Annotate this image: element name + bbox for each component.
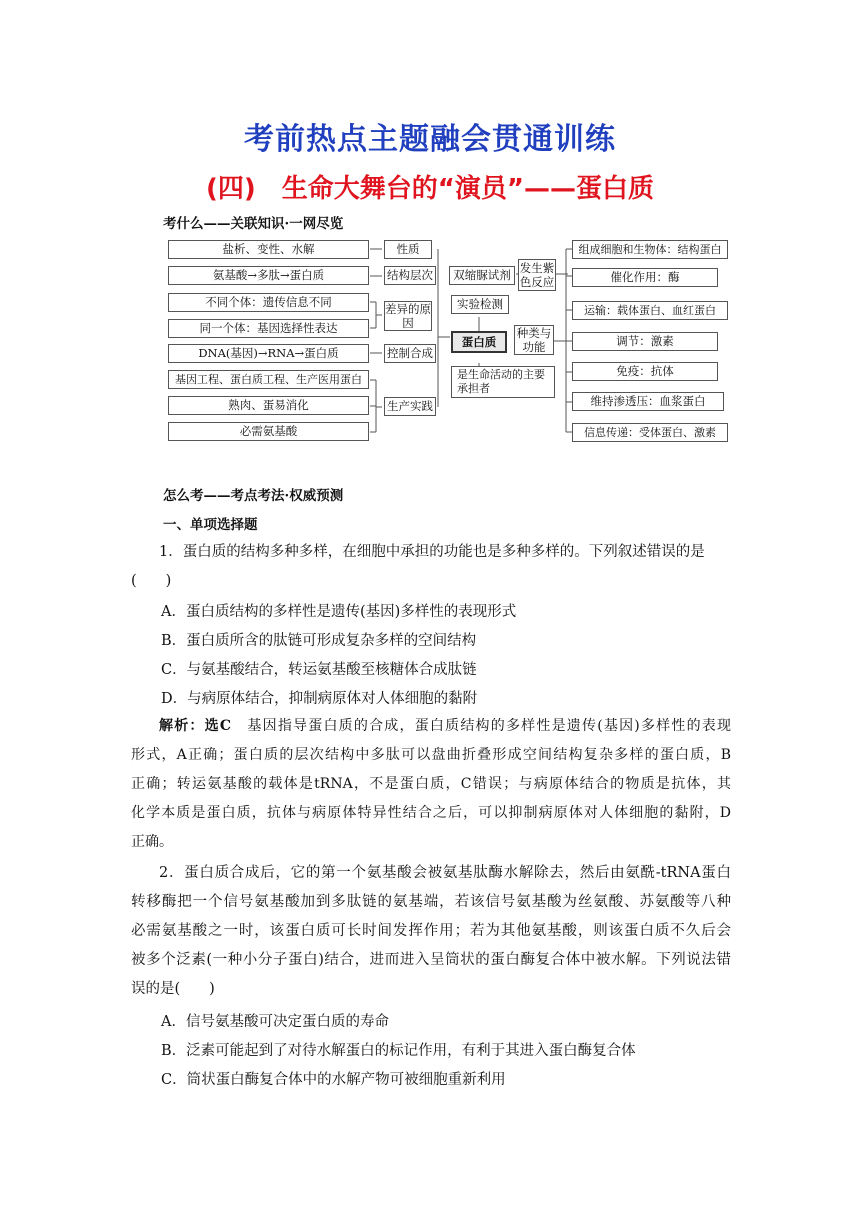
leaf-immunity: 免疫：抗体 (572, 362, 718, 381)
section-heading-how: 怎么考——考点考法·权威预测 (163, 488, 344, 504)
leaf-transport: 运输：载体蛋白、血红蛋白 (572, 301, 728, 320)
q2-option-a: A．信号氨基酸可决定蛋白质的寿命 (161, 1014, 389, 1030)
leaf-same-individual: 同一个体：基因选择性表达 (168, 319, 369, 338)
leaf-engineering: 基因工程、蛋白质工程、生产医用蛋白 (168, 370, 369, 389)
leaf-regulation: 调节：激素 (572, 332, 718, 351)
q2-line3: 必需氨基酸之一时，该蛋白质可长时间发挥作用；若为其他氨基酸，则该蛋白质不久后会 (131, 923, 731, 939)
concept-map (164, 237, 728, 447)
q2-option-c: C．筒状蛋白酶复合体中的水解产物可被细胞重新利用 (161, 1072, 506, 1088)
node-protein-center: 蛋白质 (451, 331, 507, 353)
section-heading-what: 考什么——关联知识·一网尽览 (163, 216, 344, 232)
q1-analysis-line2: 形式，A正确；蛋白质的层次结构中多肽可以盘曲折叠形成空间结构复杂多样的蛋白质，B (131, 747, 731, 763)
question-1-line2: ( ) (131, 573, 172, 589)
q1-analysis-line3: 正确；转运氨基酸的载体是tRNA，不是蛋白质，C错误；与病原体结合的物质是抗体，其 (131, 776, 731, 792)
question-1-stem (131, 538, 731, 596)
q1-analysis-line4: 化学本质是蛋白质，抗体与病原体特异性结合之后，可以抑制病原体对人体细胞的黏附，D (131, 805, 731, 821)
q1-option-d: D．与病原体结合，抑制病原体对人体细胞的黏附 (161, 691, 478, 707)
question-1-line1: 1．蛋白质的结构多种多样，在细胞中承担的功能也是多种多样的。下列叙述错误的是 (159, 544, 705, 560)
node-properties: 性质 (384, 240, 432, 259)
q2-line2: 转移酶把一个信号氨基酸加到多肽链的氨基端，若该信号氨基酸为丝氨酸、苏氨酸等八种 (131, 894, 731, 910)
q2-option-b: B．泛素可能起到了对待水解蛋白的标记作用，有利于其进入蛋白酶复合体 (161, 1043, 636, 1059)
node-biuret: 双缩脲试剂 (449, 266, 515, 285)
q1-analysis-line1: 解析：选C 基因指导蛋白质的合成，蛋白质结构的多样性是遗传(基因)多样性的表现 (159, 718, 731, 734)
node-difference-reason: 差异的原因 (385, 301, 431, 330)
q2-line5: 误的是( ) (131, 981, 215, 997)
page-subtitle: (四) 生命大舞台的“演员”——蛋白质 (206, 174, 654, 204)
leaf-essential-aa: 必需氨基酸 (168, 422, 369, 441)
leaf-cooked-meat: 熟肉、蛋易消化 (168, 396, 369, 415)
node-experiment: 实验检测 (451, 295, 509, 314)
q1-option-c: C．与氨基酸结合，转运氨基酸至核糖体合成肽链 (161, 662, 477, 678)
node-structure-levels: 结构层次 (384, 266, 436, 285)
leaf-different-individuals: 不同个体：遗传信息不同 (168, 293, 369, 312)
node-types-functions: 种类与功能 (514, 325, 554, 355)
q1-option-b: B．蛋白质所含的肽链可形成复杂多样的空间结构 (161, 633, 477, 649)
q1-analysis-label: 解析：选C (159, 718, 231, 734)
q2-line4: 被多个泛素(一种小分子蛋白)结合，进而进入呈筒状的蛋白酶复合体中被水解。下列说法错 (131, 952, 731, 968)
leaf-structure: 氨基酸→多肽→蛋白质 (168, 266, 369, 285)
q1-analysis-line5: 正确。 (131, 834, 173, 850)
node-production: 生产实践 (384, 397, 436, 416)
node-main-bearer: 是生命活动的主要承担者 (451, 366, 555, 398)
leaf-properties: 盐析、变性、水解 (168, 240, 369, 259)
question-2-stem (131, 859, 731, 1004)
leaf-osmotic: 维持渗透压：血浆蛋白 (572, 392, 724, 411)
leaf-signal: 信息传递：受体蛋白、激素 (572, 423, 728, 442)
q2-line1: 2．蛋白质合成后，它的第一个氨基酸会被氨基肽酶水解除去，然后由氨酰-tRNA蛋白 (159, 865, 731, 881)
section-heading-single-choice: 一、单项选择题 (163, 517, 258, 533)
leaf-catalysis: 催化作用：酶 (572, 268, 718, 287)
node-purple-reaction: 发生紫色反应 (519, 260, 555, 289)
node-control-synthesis: 控制合成 (384, 344, 436, 363)
leaf-structural-protein: 组成细胞和生物体：结构蛋白 (572, 240, 728, 259)
leaf-control-synthesis: DNA(基因)→RNA→蛋白质 (168, 344, 369, 363)
q1-analysis (131, 712, 731, 857)
page-title: 考前热点主题融会贯通训练 (244, 122, 616, 157)
q1-option-a: A．蛋白质结构的多样性是遗传(基因)多样性的表现形式 (161, 604, 517, 620)
